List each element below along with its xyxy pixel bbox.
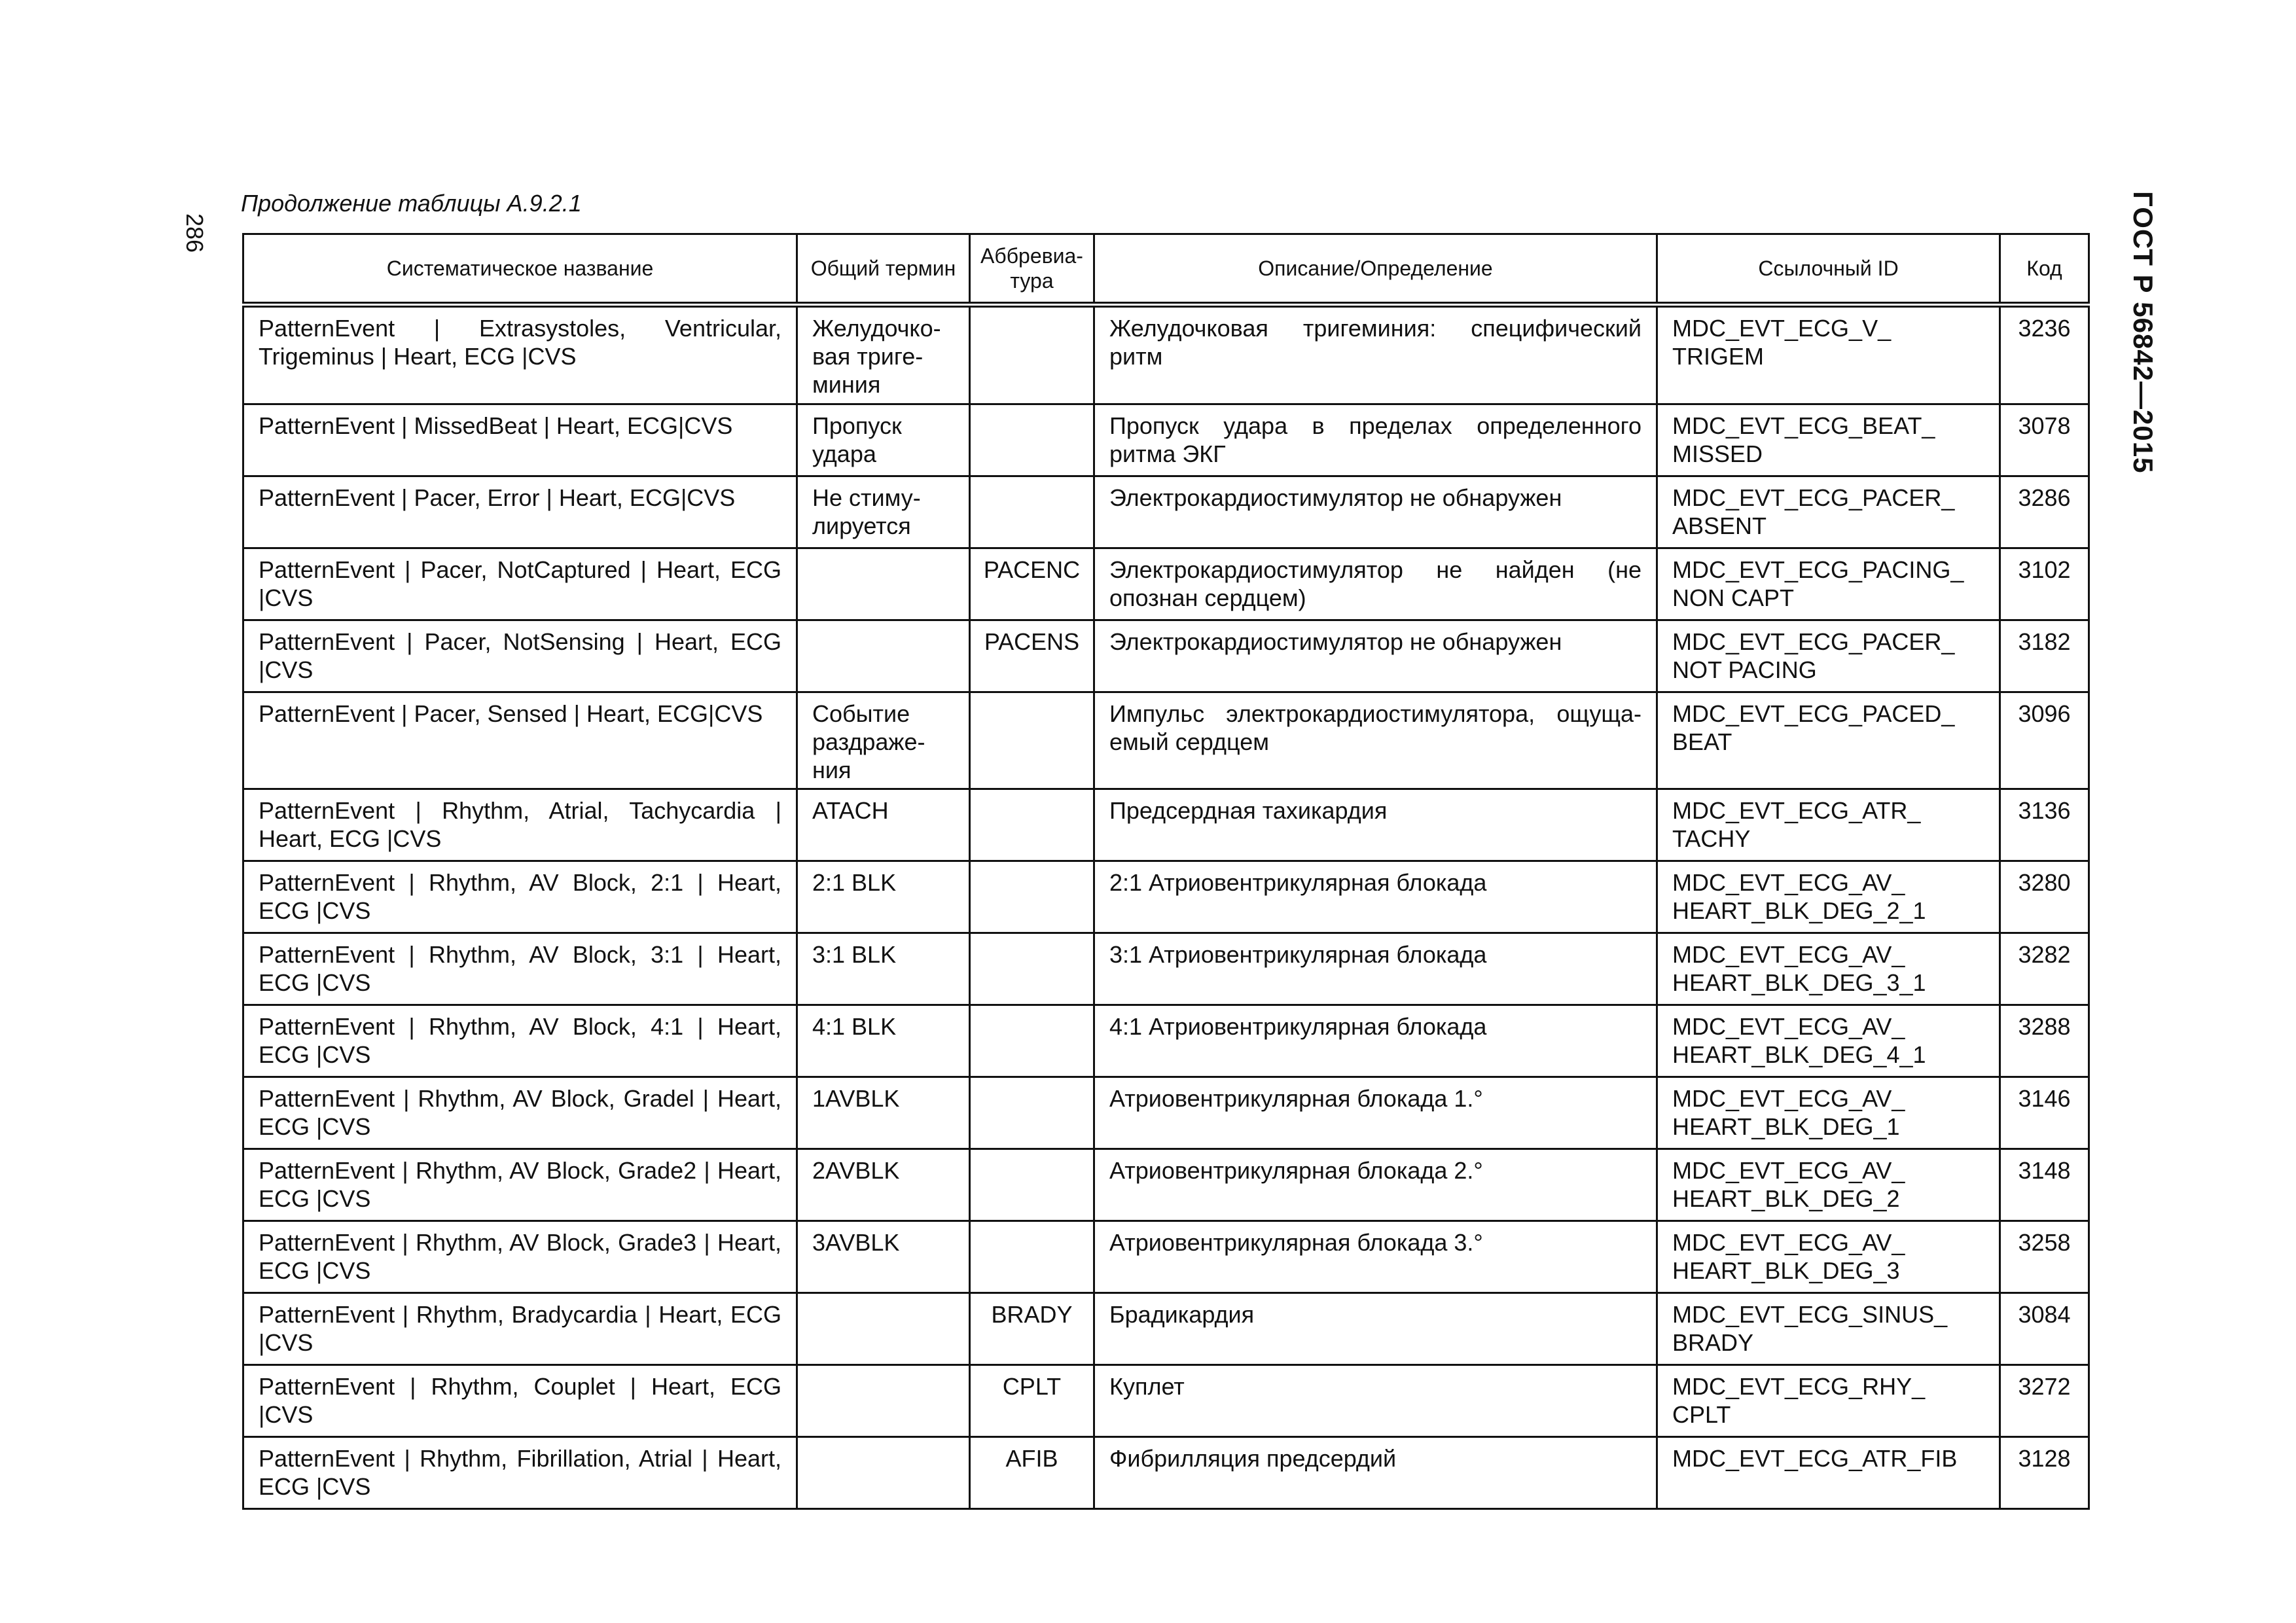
- cell-common-term: 3:1 BLK: [797, 933, 970, 1005]
- table-header: [243, 234, 2089, 305]
- cell-systematic-name: PatternEvent | Pacer, NotCaptured | Heart, ECG |CVS: [243, 548, 797, 620]
- cell-common-term: Событие раздраже-ния: [797, 692, 970, 789]
- cell-systematic-name: PatternEvent | Pacer, Sensed | Heart, ECG|CVS: [243, 692, 797, 789]
- table-row: [243, 789, 2089, 861]
- table-row: [243, 1365, 2089, 1437]
- cell-code: 3084: [2000, 1293, 2089, 1365]
- cell-description: Брадикардия: [1094, 1293, 1657, 1365]
- header-common-term: Общий термин: [797, 234, 970, 305]
- cell-code: 3236: [2000, 305, 2089, 404]
- cell-reference-id: MDC_EVT_ECG_ATR_FIB: [1657, 1437, 2000, 1509]
- cell-abbreviation: [970, 476, 1094, 548]
- cell-abbreviation: [970, 692, 1094, 789]
- cell-systematic-name: PatternEvent | Rhythm, AV Block, 2:1 | Heart, ECG |CVS: [243, 861, 797, 933]
- cell-abbreviation: CPLT: [970, 1365, 1094, 1437]
- table-row: [243, 1221, 2089, 1293]
- cell-common-term: [797, 1437, 970, 1509]
- header-abbreviation: Аббревиа-тура: [970, 234, 1094, 305]
- cell-description: 3:1 Атриовентрикулярная блокада: [1094, 933, 1657, 1005]
- terms-table: [242, 233, 2090, 1510]
- cell-common-term: Не стиму-лируется: [797, 476, 970, 548]
- table-row: [243, 404, 2089, 476]
- cell-systematic-name: PatternEvent | Rhythm, Couplet | Heart, ECG |CVS: [243, 1365, 797, 1437]
- cell-systematic-name: PatternEvent | Rhythm, AV Block, Grade3 | Heart, ECG |CVS: [243, 1221, 797, 1293]
- cell-code: 3078: [2000, 404, 2089, 476]
- cell-reference-id: MDC_EVT_ECG_PACING_ NON CAPT: [1657, 548, 2000, 620]
- cell-common-term: 1AVBLK: [797, 1077, 970, 1149]
- table-row: [243, 548, 2089, 620]
- cell-systematic-name: PatternEvent | Extrasystoles, Ventricular, Trigeminus | Heart, ECG |CVS: [243, 305, 797, 404]
- cell-code: 3128: [2000, 1437, 2089, 1509]
- cell-abbreviation: [970, 1149, 1094, 1221]
- cell-code: 3280: [2000, 861, 2089, 933]
- cell-description: Электрокардиостимулятор не обнаружен: [1094, 620, 1657, 692]
- cell-description: Атриовентрикулярная блокада 2.°: [1094, 1149, 1657, 1221]
- cell-description: Электрокардиостимулятор не найден (не опознан сердцем): [1094, 548, 1657, 620]
- cell-description: Фибрилляция предсердий: [1094, 1437, 1657, 1509]
- cell-common-term: [797, 1365, 970, 1437]
- cell-common-term: 2:1 BLK: [797, 861, 970, 933]
- cell-reference-id: MDC_EVT_ECG_AV_ HEART_BLK_DEG_1: [1657, 1077, 2000, 1149]
- header-systematic-name: Систематическое название: [243, 234, 797, 305]
- cell-abbreviation: BRADY: [970, 1293, 1094, 1365]
- cell-systematic-name: PatternEvent | MissedBeat | Heart, ECG|CVS: [243, 404, 797, 476]
- table-row: [243, 1293, 2089, 1365]
- cell-description: Импульс электрокардиостимулятора, ощуща-емый сердцем: [1094, 692, 1657, 789]
- cell-common-term: 2AVBLK: [797, 1149, 970, 1221]
- cell-description: 2:1 Атриовентрикулярная блокада: [1094, 861, 1657, 933]
- cell-code: 3258: [2000, 1221, 2089, 1293]
- cell-common-term: 3AVBLK: [797, 1221, 970, 1293]
- cell-reference-id: MDC_EVT_ECG_AV_ HEART_BLK_DEG_2: [1657, 1149, 2000, 1221]
- cell-reference-id: MDC_EVT_ECG_AV_ HEART_BLK_DEG_3_1: [1657, 933, 2000, 1005]
- cell-systematic-name: PatternEvent | Rhythm, Bradycardia | Heart, ECG |CVS: [243, 1293, 797, 1365]
- cell-description: Атриовентрикулярная блокада 1.°: [1094, 1077, 1657, 1149]
- table-row: [243, 1077, 2089, 1149]
- cell-common-term: Пропуск удара: [797, 404, 970, 476]
- cell-reference-id: MDC_EVT_ECG_PACER_ NOT PACING: [1657, 620, 2000, 692]
- cell-common-term: [797, 548, 970, 620]
- cell-abbreviation: [970, 305, 1094, 404]
- cell-abbreviation: AFIB: [970, 1437, 1094, 1509]
- cell-abbreviation: [970, 789, 1094, 861]
- cell-common-term: Желудочко-вая триге-миния: [797, 305, 970, 404]
- cell-systematic-name: PatternEvent | Rhythm, AV Block, Gradel | Heart, ECG |CVS: [243, 1077, 797, 1149]
- cell-code: 3288: [2000, 1005, 2089, 1077]
- cell-reference-id: MDC_EVT_ECG_AV_ HEART_BLK_DEG_4_1: [1657, 1005, 2000, 1077]
- cell-description: Предсердная тахикардия: [1094, 789, 1657, 861]
- cell-code: 3096: [2000, 692, 2089, 789]
- cell-description: Электрокардиостимулятор не обнаружен: [1094, 476, 1657, 548]
- cell-code: 3272: [2000, 1365, 2089, 1437]
- cell-reference-id: MDC_EVT_ECG_BEAT_ MISSED: [1657, 404, 2000, 476]
- header-description: Описание/Определение: [1094, 234, 1657, 305]
- cell-abbreviation: PACENS: [970, 620, 1094, 692]
- table-row: [243, 476, 2089, 548]
- cell-common-term: ATACH: [797, 789, 970, 861]
- header-reference-id: Ссылочный ID: [1657, 234, 2000, 305]
- standard-designation: ГОСТ Р 56842—2015: [2128, 191, 2159, 474]
- cell-reference-id: MDC_EVT_ECG_V_ TRIGEM: [1657, 305, 2000, 404]
- cell-systematic-name: PatternEvent | Rhythm, Fibrillation, Atrial | Heart, ECG |CVS: [243, 1437, 797, 1509]
- table-row: [243, 1149, 2089, 1221]
- cell-code: 3182: [2000, 620, 2089, 692]
- cell-code: 3102: [2000, 548, 2089, 620]
- table-row: [243, 1437, 2089, 1509]
- cell-common-term: [797, 620, 970, 692]
- cell-abbreviation: [970, 861, 1094, 933]
- cell-abbreviation: [970, 404, 1094, 476]
- cell-abbreviation: PACENC: [970, 548, 1094, 620]
- cell-description: Желудочковая тригеминия: специфический ритм: [1094, 305, 1657, 404]
- cell-description: Пропуск удара в пределах определенного ритма ЭКГ: [1094, 404, 1657, 476]
- cell-systematic-name: PatternEvent | Rhythm, AV Block, 3:1 | Heart, ECG |CVS: [243, 933, 797, 1005]
- cell-reference-id: MDC_EVT_ECG_PACED_ BEAT: [1657, 692, 2000, 789]
- page-number: 286: [181, 213, 208, 253]
- cell-abbreviation: [970, 1077, 1094, 1149]
- cell-code: 3286: [2000, 476, 2089, 548]
- table-caption: Продолжение таблицы А.9.2.1: [241, 190, 582, 217]
- cell-code: 3146: [2000, 1077, 2089, 1149]
- header-row: [243, 234, 2089, 305]
- cell-code: 3136: [2000, 789, 2089, 861]
- cell-description: 4:1 Атриовентрикулярная блокада: [1094, 1005, 1657, 1077]
- cell-description: Куплет: [1094, 1365, 1657, 1437]
- cell-abbreviation: [970, 1005, 1094, 1077]
- cell-reference-id: MDC_EVT_ECG_RHY_ CPLT: [1657, 1365, 2000, 1437]
- cell-systematic-name: PatternEvent | Rhythm, Atrial, Tachycardia | Heart, ECG |CVS: [243, 789, 797, 861]
- cell-common-term: [797, 1293, 970, 1365]
- cell-systematic-name: PatternEvent | Rhythm, AV Block, 4:1 | Heart, ECG |CVS: [243, 1005, 797, 1077]
- cell-systematic-name: PatternEvent | Pacer, NotSensing | Heart, ECG |CVS: [243, 620, 797, 692]
- cell-code: 3282: [2000, 933, 2089, 1005]
- table-body: [243, 305, 2089, 1509]
- table-row: [243, 933, 2089, 1005]
- table-row: [243, 620, 2089, 692]
- cell-reference-id: MDC_EVT_ECG_AV_ HEART_BLK_DEG_3: [1657, 1221, 2000, 1293]
- cell-systematic-name: PatternEvent | Rhythm, AV Block, Grade2 | Heart, ECG |CVS: [243, 1149, 797, 1221]
- table-row: [243, 861, 2089, 933]
- table-row: [243, 692, 2089, 789]
- cell-common-term: 4:1 BLK: [797, 1005, 970, 1077]
- cell-abbreviation: [970, 1221, 1094, 1293]
- cell-systematic-name: PatternEvent | Pacer, Error | Heart, ECG|CVS: [243, 476, 797, 548]
- table-row: [243, 1005, 2089, 1077]
- cell-code: 3148: [2000, 1149, 2089, 1221]
- cell-reference-id: MDC_EVT_ECG_PACER_ ABSENT: [1657, 476, 2000, 548]
- cell-description: Атриовентрикулярная блокада 3.°: [1094, 1221, 1657, 1293]
- cell-reference-id: MDC_EVT_ECG_SINUS_ BRADY: [1657, 1293, 2000, 1365]
- header-code: Код: [2000, 234, 2089, 305]
- cell-reference-id: MDC_EVT_ECG_AV_ HEART_BLK_DEG_2_1: [1657, 861, 2000, 933]
- cell-reference-id: MDC_EVT_ECG_ATR_ TACHY: [1657, 789, 2000, 861]
- table-row: [243, 305, 2089, 404]
- cell-abbreviation: [970, 933, 1094, 1005]
